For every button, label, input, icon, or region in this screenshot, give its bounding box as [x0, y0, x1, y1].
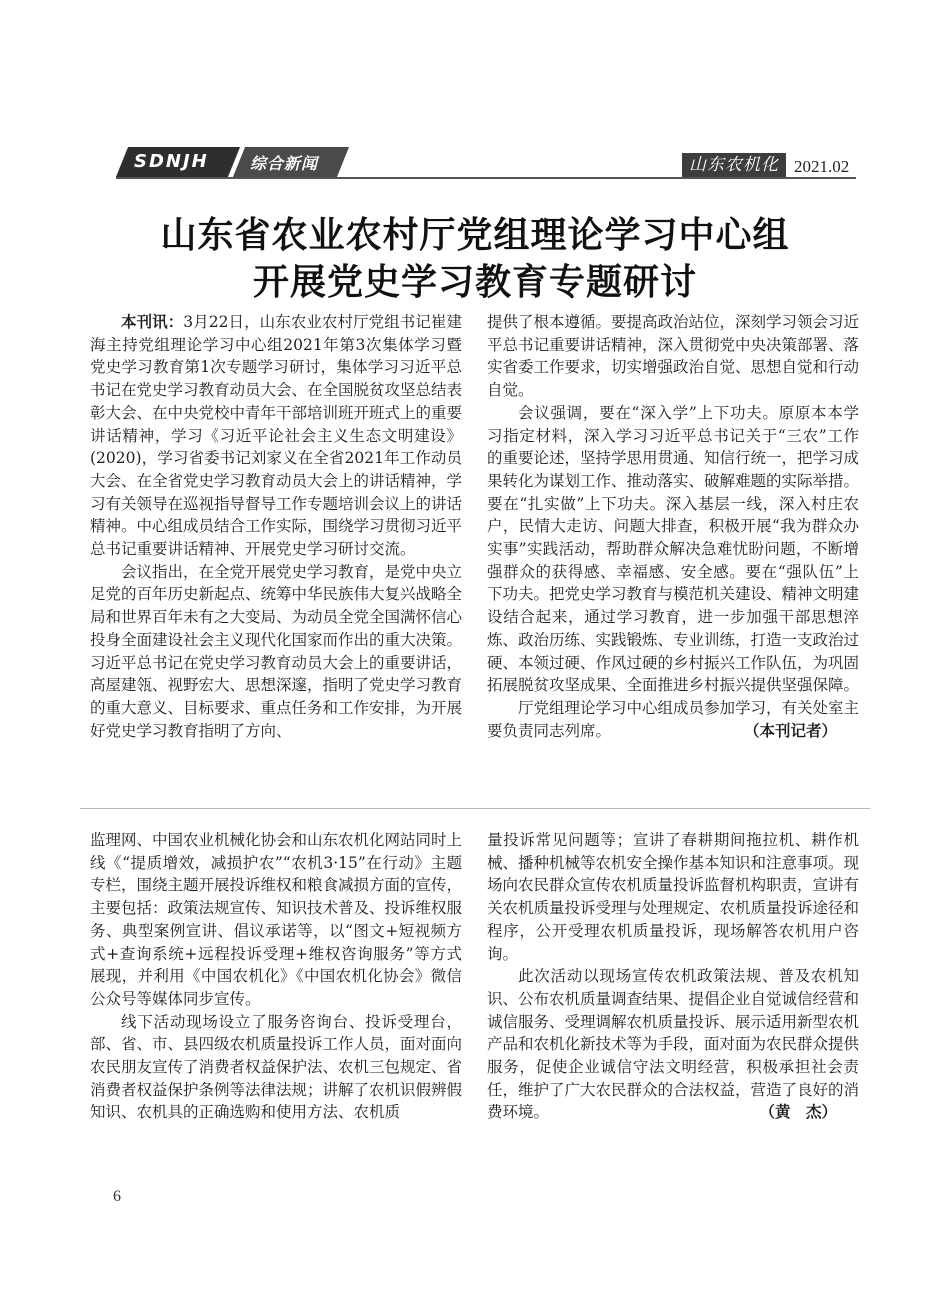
article2-paragraph-2-continued: 量投诉常见问题等；宣讲了春耕期间拖拉机、耕作机械、播种机械等农机安全操作基本知识和注意事项。现场向农民群众宣传农机质量投诉监督机构职责，宣讲有关农机质量投诉受理与处理规定、农机质量投诉途径和程序，公开受理农机质量投诉，现场解答农机用户咨询。	[487, 831, 860, 963]
article1-paragraph-2: 会议指出，在全党开展党史学习教育，是党中央立足党的百年历史新起点、统筹中华民族伟大复兴战略全局和世界百年未有之大变局、为动员全党全国满怀信心投身全面建设社会主义现代化国家而作出的重大决策。习近平总书记在党史学习教育动员大会上的重要讲话，高屋建瓴、视野宏大、思想深邃，指明了党史学习教育的重大意义、目标要求、重点任务和工作安排，为开展好党史学习教育指明了方向、	[90, 562, 463, 740]
article-title-line-2: 开展党史学习教育专题研讨	[252, 261, 697, 303]
lead-label: 本刊讯：	[121, 313, 184, 331]
magazine-logo: 山东农机化	[682, 153, 786, 177]
article-title-line-1: 山东省农业农村厅党组理论学习中心组	[160, 214, 790, 256]
article1-paragraph-4	[487, 697, 859, 742]
article1-paragraph-4-text: 厅党组理论学习中心组成员参加学习，有关处室主要负责同志列席。	[487, 698, 860, 740]
article2-paragraph-3	[487, 965, 859, 1124]
section-code: SDNJH	[134, 151, 209, 172]
article2-left-column	[90, 829, 462, 1124]
header-rule	[116, 177, 856, 179]
article1-paragraph-1	[90, 311, 462, 561]
issue-number: 2021.02	[794, 157, 850, 176]
page-number: 6	[113, 1188, 121, 1205]
article2-paragraph-1-continued: 监理网、中国农业机械化协会和山东农机化网站同时上线《“提质增效，减损护农”“农机3·15”在行动》主题专栏，围绕主题开展投诉维权和粮食减损方面的宣传，主要包括：政策法规宣传、知识技术普及、投诉维权服务、典型案例宣讲、倡议承诺等，以“图文+短视频方式+查询系统+远程投诉受理+维权咨询服务”等方式展现，并利用《中国农机化》《中国农机化协会》微信公众号等媒体同步宣传。	[90, 831, 463, 1008]
article1-left-column	[90, 311, 462, 742]
article1-paragraph-3: 会议强调，要在“深入学”上下功夫。原原本本学习指定材料，深入学习习近平总书记关于“三农”工作的重要论述，坚持学思用贯通、知信行统一，把学习成果转化为谋划工作、推动落实、破解难题的实际举措。要在“扎实做”上下功夫。深入基层一线，深入村庄农户，民情大走访、问题大排查，积极开展“我为群众办实事”实践活动，帮助群众解决急难忧盼问题，不断增强群众的获得感、幸福感、安全感。要在“强队伍”上下功夫。把党史学习教育与模范机关建设、精神文明建设结合起来，通过学习教育，进一步加强干部思想淬炼、政治历练、实践锻炼、专业训练，打造一支政治过硬、本领过硬、作风过硬的乡村振兴工作队伍，为巩固拓展脱贫攻坚成果、全面推进乡村振兴提供坚强保障。	[487, 403, 860, 695]
article1-paragraph-1-text: 3月22日，山东农业农村厅党组书记崔建海主持党组理论学习中心组2021年第3次集体学习暨党史学习教育第1次专题学习研讨，集体学习习近平总书记在党史学习教育动员大会、在全国脱贫攻坚总结表彰大会、在中央党校中青年干部培训班开班式上的重要讲话精神，学习《习近平论社会主义生态文明建设》(2020)，学习省委书记刘家义在全省2021年工作动员大会、在全省党史学习教育动员大会上的讲话精神，学习有关领导在巡视指导督导工作专题培训会议上的讲话精神。中心组成员结合工作实际，围绕学习贯彻习近平总书记重要讲话精神、开展党史学习研讨交流。	[90, 313, 463, 559]
section-header-band	[116, 147, 346, 177]
article1-right-column	[487, 311, 859, 742]
article2-paragraph-3-text: 此次活动以现场宣传农机政策法规、普及农机知识、公布农机质量调查结果、提倡企业自觉诚信经营和诚信服务、受理调解农机质量投诉、展示适用新型农机产品和农机化新技术等为手段，面对面为农民群众提供服务，促使企业诚信守法文明经营，积极承担社会责任，维护了广大农民群众的合法权益，营造了良好的消费环境。	[487, 967, 860, 1122]
article1-paragraph-2-continued: 提供了根本遵循。要提高政治站位，深刻学习领会习近平总书记重要讲话精神，深入贯彻党中央决策部署、落实省委工作要求，切实增强政治自觉、思想自觉和行动自觉。	[487, 313, 860, 400]
section-name: 综合新闻	[250, 154, 319, 173]
article-divider	[80, 808, 870, 809]
article2-byline: （黄 杰）	[759, 1103, 837, 1122]
article1-byline: （本刊记者）	[743, 721, 837, 740]
article2-right-column	[487, 829, 859, 1124]
article2-paragraph-2: 线下活动现场设立了服务咨询台、投诉受理台，部、省、市、县四级农机质量投诉工作人员，面对面向农民朋友宣传了消费者权益保护法、农机三包规定、省消费者权益保护条例等法律法规；讲解了农机识假辨假知识、农机具的正确选购和使用方法、农机质	[90, 1012, 463, 1122]
